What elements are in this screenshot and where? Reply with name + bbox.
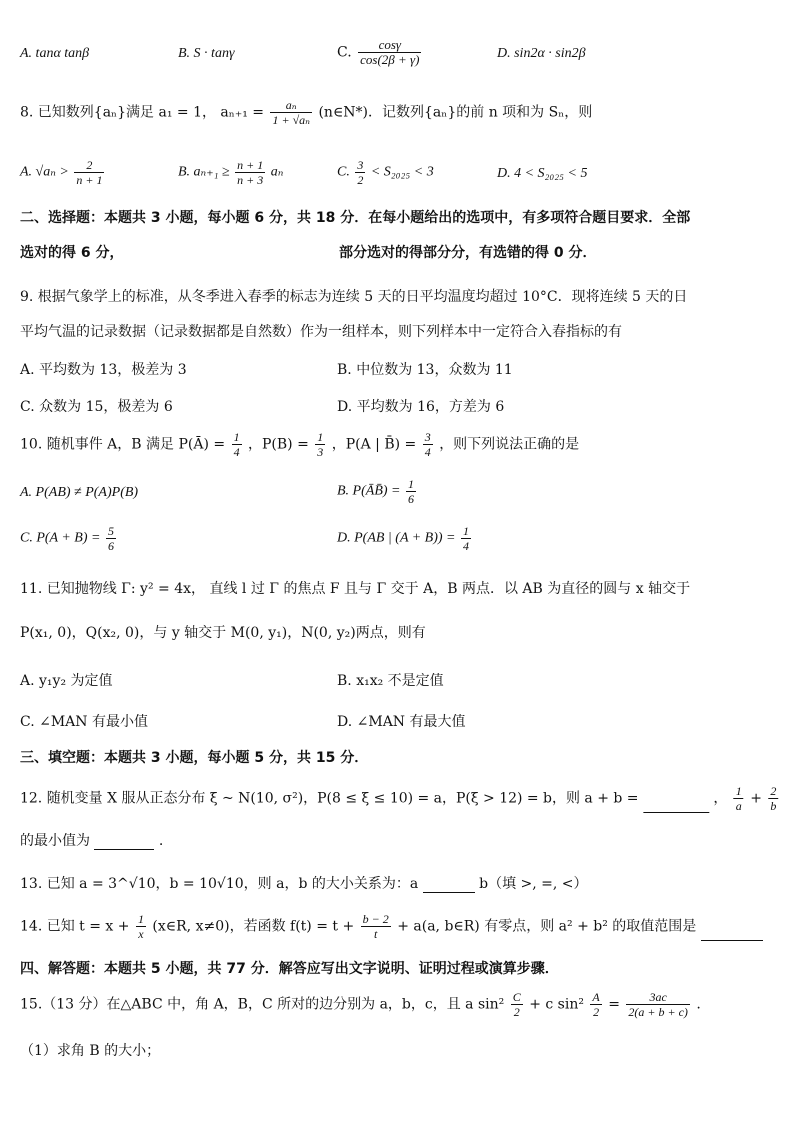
q11-stem-line-2: P(x₁, 0)，Q(x₂, 0)，与 y 轴交于 M(0, y₁)，N(0, y₂)两点，则有 bbox=[20, 625, 426, 641]
q15-f2-den: 2 bbox=[593, 1005, 600, 1019]
q15-fraction-1 bbox=[511, 990, 523, 1019]
q8-c-fraction bbox=[355, 158, 365, 187]
q14-f1-num: 1 bbox=[137, 912, 144, 926]
q8-a-num: 2 bbox=[74, 158, 104, 173]
q14-mid: (x∈R, x≠0)，若函数 f(t) = t + bbox=[152, 918, 355, 935]
q10-option-b bbox=[337, 477, 418, 506]
q10-f2-den: 3 bbox=[317, 445, 324, 459]
q10-f1-num: 1 bbox=[233, 430, 240, 444]
q12-line-2-text: 的最小值为 bbox=[20, 833, 90, 849]
q15-stem bbox=[20, 990, 701, 1019]
q14-fraction-1 bbox=[136, 912, 146, 941]
q8-a-pre: A. √aₙ > bbox=[20, 164, 69, 180]
q12-fraction-1 bbox=[734, 784, 744, 813]
q10-c-num: 5 bbox=[107, 524, 114, 538]
q14-fraction-2 bbox=[361, 912, 391, 941]
q12-stem-line-2 bbox=[20, 830, 163, 850]
q8-option-c bbox=[337, 158, 434, 187]
q14-f2-num: b − 2 bbox=[362, 912, 389, 926]
q11-stem-line-1: 11. 已知抛物线 Γ: y² = 4x， 直线 l 过 Γ 的焦点 F 且与 Γ 交于 A，B 两点．以 AB 为直径的圆与 x 轴交于 bbox=[20, 581, 691, 597]
q7-option-a: A. tanα tanβ bbox=[20, 46, 90, 61]
q8-c-post: < S₂₀₂₅ < 3 bbox=[370, 164, 434, 180]
q15-f3-num: 3ac bbox=[626, 990, 690, 1005]
q11-option-a: A. y₁y₂ 为定值 bbox=[20, 673, 113, 689]
q12-f1-num: 1 bbox=[735, 784, 742, 798]
q8-stem-pre: 8. 已知数列{aₙ}满足 a₁ = 1， aₙ₊₁ = bbox=[20, 104, 265, 121]
q8-recursion-fraction bbox=[270, 98, 312, 127]
q8-a-den: n + 1 bbox=[76, 173, 103, 187]
q12-line-2-end: . bbox=[158, 833, 164, 849]
q10-option-d bbox=[337, 524, 473, 553]
q8-b-fraction bbox=[235, 158, 265, 187]
q8-b-num: n + 1 bbox=[237, 158, 264, 172]
q15-f2-num: A bbox=[592, 990, 600, 1004]
q10-d-num: 1 bbox=[463, 524, 470, 538]
q8-c-den: 2 bbox=[357, 173, 364, 187]
q15-pre: 15.（13 分）在△ABC 中，角 A，B，C 所对的边分别为 a，b，c，且 a sin² bbox=[20, 996, 505, 1013]
q12-sep: ， bbox=[713, 790, 728, 807]
q14-post: + a(a, b∈R) 有零点，则 a² + b² 的取值范围是 bbox=[397, 918, 697, 935]
q10-d-pre: D. P(AB | (A + B)) = bbox=[337, 530, 456, 546]
q15-part-1: （1）求角 B 的大小； bbox=[20, 1043, 161, 1059]
q9-stem-line-2: 平均气温的记录数据（记录数据都是自然数）作为一组样本，则下列样本中一定符合入春指标的有 bbox=[20, 324, 622, 340]
q10-b-num: 1 bbox=[407, 477, 414, 491]
q10-mid-2: ，P(A | B̄) = bbox=[331, 436, 417, 453]
q12-line-1-text: 12. 随机变量 X 服从正态分布 ξ ~ N(10, σ²)，P(8 ≤ ξ ≤ 10) = a，P(ξ > 12) = b，则 a + b = bbox=[20, 790, 639, 807]
section-2-heading-cont-a: 选对的得 6 分， bbox=[20, 245, 124, 261]
q10-b-fraction bbox=[406, 477, 416, 506]
q15-f1-den: 2 bbox=[513, 1005, 520, 1019]
q10-fraction-2 bbox=[315, 430, 325, 459]
q12-f1-den: a bbox=[735, 799, 742, 813]
q8-a-fraction bbox=[74, 158, 104, 187]
q10-stem bbox=[20, 430, 579, 459]
q9-option-a: A. 平均数为 13，极差为 3 bbox=[20, 362, 187, 378]
q15-f3-den: 2(a + b + c) bbox=[628, 1005, 688, 1019]
q8-stem-post: (n∈N*)．记数列{aₙ}的前 n 项和为 Sₙ，则 bbox=[318, 104, 593, 121]
q7-option-c-fraction bbox=[358, 38, 421, 67]
q10-f2-num: 1 bbox=[317, 430, 324, 444]
q15-mid: + c sin² bbox=[529, 996, 584, 1013]
q10-option-a: A. P(AB) ≠ P(A)P(B) bbox=[20, 485, 139, 500]
q12-f2-den: b bbox=[770, 799, 777, 813]
q12-plus: + bbox=[750, 790, 762, 807]
q10-mid-1: ，P(B) = bbox=[248, 436, 309, 453]
q15-eq: = bbox=[608, 996, 620, 1013]
section-4-heading: 四、解答题：本题共 5 小题，共 77 分．解答应写出文字说明、证明过程或演算步骤． bbox=[20, 961, 559, 977]
q8-option-b bbox=[178, 158, 283, 187]
q10-f3-num: 3 bbox=[424, 430, 431, 444]
q9-option-b: B. 中位数为 13，众数为 11 bbox=[337, 362, 513, 378]
q10-b-pre: B. P(ĀB̄) = bbox=[337, 483, 401, 499]
q10-d-fraction bbox=[461, 524, 471, 553]
q15-post: . bbox=[696, 996, 701, 1013]
q7-c-numerator: cosγ bbox=[358, 38, 421, 53]
q10-option-c bbox=[20, 524, 118, 553]
q8-option-d: D. 4 < S₂₀₂₅ < 5 bbox=[497, 166, 588, 181]
q8-option-a bbox=[20, 158, 106, 187]
q7-option-b: B. S · tanγ bbox=[178, 46, 235, 61]
q9-option-d: D. 平均数为 16，方差为 6 bbox=[337, 399, 505, 415]
q13-post: b（填 >, =, <） bbox=[479, 876, 588, 892]
q13-stem bbox=[20, 873, 588, 893]
q14-f1-den: x bbox=[138, 927, 144, 941]
q10-fraction-3 bbox=[423, 430, 433, 459]
q14-answer-blank[interactable] bbox=[701, 940, 763, 941]
q10-d-den: 4 bbox=[463, 539, 470, 553]
q8-b-pre: B. aₙ₊₁ ≥ bbox=[178, 164, 230, 180]
q10-f3-den: 4 bbox=[424, 445, 431, 459]
q7-c-denominator: cos(2β + γ) bbox=[360, 52, 420, 67]
q10-fraction-1 bbox=[232, 430, 242, 459]
q10-b-den: 6 bbox=[407, 492, 414, 506]
q7-option-c bbox=[337, 38, 423, 67]
q11-option-c: C. ∠MAN 有最小值 bbox=[20, 714, 148, 730]
q14-f2-den: t bbox=[374, 927, 378, 941]
q10-c-den: 6 bbox=[107, 539, 114, 553]
q10-c-pre: C. P(A + B) = bbox=[20, 530, 101, 546]
section-2-heading: 二、选择题：本题共 3 小题，每小题 6 分，共 18 分．在每小题给出的选项中，有多项符合题目要求．全部 bbox=[20, 210, 691, 226]
q10-f1-den: 4 bbox=[233, 445, 240, 459]
q12-answer-blank-1[interactable] bbox=[643, 812, 709, 813]
q10-pre: 10. 随机事件 A，B 满足 P(Ā) = bbox=[20, 436, 226, 453]
q11-option-d: D. ∠MAN 有最大值 bbox=[337, 714, 466, 730]
q8-b-den: n + 3 bbox=[237, 173, 264, 187]
q7-option-c-label: C. bbox=[337, 44, 352, 61]
q14-pre: 14. 已知 t = x + bbox=[20, 918, 130, 935]
q11-option-b: B. x₁x₂ 不是定值 bbox=[337, 673, 444, 689]
q8-c-num: 3 bbox=[357, 158, 364, 172]
q8-stem bbox=[20, 98, 592, 127]
q8-c-pre: C. bbox=[337, 164, 350, 180]
q15-fraction-3 bbox=[626, 990, 690, 1019]
section-2-heading-cont-b: 部分选对的得部分分，有选错的得 0 分． bbox=[339, 245, 597, 261]
q10-c-fraction bbox=[106, 524, 116, 553]
q9-option-c: C. 众数为 15，极差为 6 bbox=[20, 399, 173, 415]
q12-fraction-2 bbox=[768, 784, 778, 813]
q14-stem bbox=[20, 912, 763, 941]
q15-fraction-2 bbox=[590, 990, 601, 1019]
q13-pre: 13. 已知 a = 3^√10，b = 10√10，则 a，b 的大小关系为：a bbox=[20, 876, 419, 892]
q8-denominator: 1 + √aₙ bbox=[272, 113, 311, 127]
q7-option-d: D. sin2α · sin2β bbox=[497, 46, 586, 61]
q12-f2-num: 2 bbox=[770, 784, 777, 798]
q12-stem-line-1 bbox=[20, 784, 780, 813]
q8-b-post: aₙ bbox=[270, 164, 284, 180]
section-3-heading: 三、填空题：本题共 3 小题，每小题 5 分，共 15 分． bbox=[20, 750, 369, 766]
q8-numerator: aₙ bbox=[270, 98, 312, 113]
q15-f1-num: C bbox=[512, 990, 521, 1004]
q9-stem-line-1: 9. 根据气象学上的标准，从冬季进入春季的标志为连续 5 天的日平均温度均超过 10°C．现将连续 5 天的日 bbox=[20, 289, 688, 305]
q10-post: ，则下列说法正确的是 bbox=[439, 436, 580, 453]
q12-answer-blank-2[interactable] bbox=[94, 849, 154, 850]
q13-answer-blank[interactable] bbox=[423, 892, 475, 893]
